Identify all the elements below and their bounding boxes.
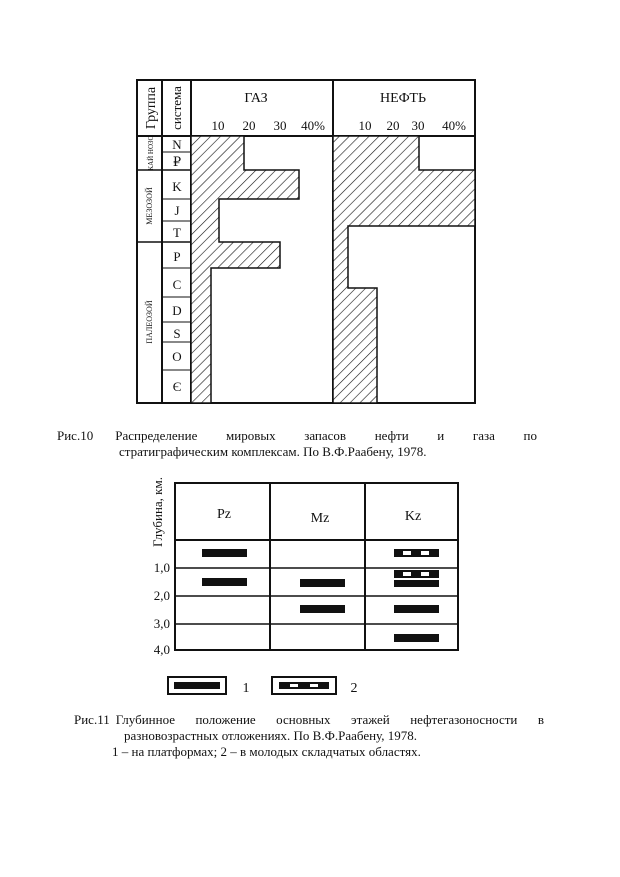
bar-kz-4 (394, 605, 439, 613)
gas-tick-30: 30 (273, 118, 287, 133)
system-D: D (172, 303, 182, 318)
system-J: J (174, 203, 180, 218)
header-oil: НЕФТЬ (380, 91, 426, 106)
bar-kz-1 (394, 549, 439, 557)
era-cenozoic: КАЙ НОЗО (147, 135, 155, 171)
system-O: O (172, 349, 182, 364)
system-S: S (173, 326, 181, 341)
oil-distribution-profile (333, 136, 475, 403)
bar-kz-3 (394, 580, 439, 587)
oil-tick-30: 30 (411, 118, 425, 133)
bar-kz-5 (394, 634, 439, 642)
fig10-caption-label: Рис.10 (57, 428, 94, 443)
fig11-caption-text2: разновозрастных отложениях. По В.Ф.Раабену, 1978. (124, 728, 418, 743)
legend-label-1: 1 (242, 681, 250, 696)
fig10-caption-text1: Распределение мировых запасов нефти и газа по (115, 428, 537, 443)
gas-distribution-profile (191, 136, 299, 403)
bar-mz-1 (300, 579, 345, 587)
fig11-caption-text3: 1 – на платформах; 2 – в молодых складчатых областях. (112, 744, 421, 759)
header-group: Группа (144, 86, 159, 130)
fig11-caption-text1: Глубинное положение основных этажей нефтегазоносности в (115, 712, 544, 727)
legend-item-1 (168, 677, 250, 696)
depth-label-4: 4,0 (153, 642, 170, 657)
gas-tick-20: 20 (242, 118, 256, 133)
legend-label-2: 2 (350, 681, 358, 696)
gas-tick-10: 10 (211, 118, 225, 133)
gas-tick-40: 40% (301, 118, 325, 133)
fig11-caption (74, 712, 544, 760)
oil-tick-40: 40% (442, 118, 466, 133)
oil-tick-20: 20 (386, 118, 400, 133)
bar-kz-2 (394, 570, 439, 578)
header-system: система (169, 86, 184, 130)
fig10-caption (57, 428, 537, 460)
system-K: K (172, 179, 182, 194)
system-N: N (172, 137, 182, 152)
col-header-mz: Mz (310, 511, 330, 526)
legend-item-2 (272, 677, 358, 696)
fig10-caption-text2: стратиграфическим комплексам. По В.Ф.Раабену, 1978. (119, 444, 427, 459)
col-header-kz: Kz (404, 509, 422, 524)
fig11-caption-label: Рис.11 (74, 712, 110, 727)
system-P: P (173, 249, 181, 264)
oil-tick-10: 10 (358, 118, 372, 133)
system-C: C (172, 277, 182, 292)
depth-header: Глубина, км. (150, 477, 165, 547)
system-Pg: ₽ (172, 154, 182, 169)
bar-mz-2 (300, 605, 345, 613)
depth-label-2: 2,0 (153, 588, 170, 603)
depth-label-3: 3,0 (153, 616, 170, 631)
col-header-pz: Pz (217, 507, 231, 522)
figure-10 (0, 0, 620, 430)
figure-11 (0, 470, 620, 720)
header-gas: ГАЗ (244, 91, 268, 106)
fig10-caption-line1 (57, 428, 537, 444)
era-mesozoic: МЕЗОЗОЙ (145, 187, 154, 225)
era-paleozoic: ПАЛЕОЗОЙ (145, 300, 154, 344)
system-T: T (173, 225, 181, 240)
fig11-caption-line1 (74, 712, 544, 728)
depth-label-1: 1,0 (153, 560, 170, 575)
system-Cm: Є (172, 379, 182, 394)
bar-pz-2 (202, 578, 247, 586)
bar-pz-1 (202, 549, 247, 557)
